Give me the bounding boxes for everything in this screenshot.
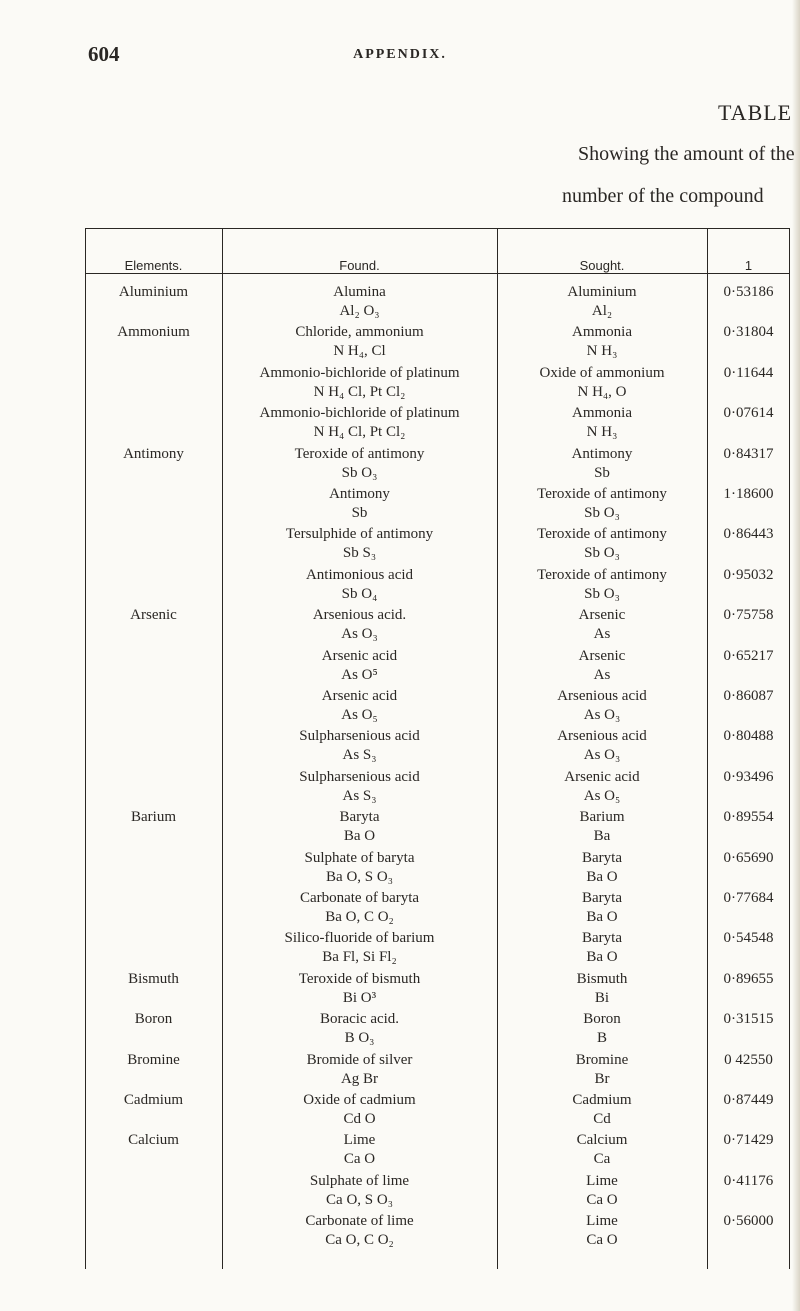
sought-formula-cell: N H₄, O	[577, 383, 627, 400]
table-row	[0, 1131, 800, 1171]
found-name-cell: Arsenic acid	[321, 688, 398, 704]
table-row	[0, 970, 800, 1010]
found-formula-cell: Ba O, C O₂	[325, 909, 394, 925]
table-caption-line-1: Showing the amount of the	[578, 143, 795, 165]
found-name-cell: Carbonate of baryta	[299, 890, 420, 906]
sought-name-cell: Arsenious acid	[557, 688, 647, 704]
sought-formula-cell: Sb	[594, 464, 610, 481]
sought-formula-cell: Al₂	[591, 303, 613, 319]
factor-cell: 0·89655	[723, 970, 774, 987]
factor-cell: 0·80488	[723, 728, 774, 745]
factor-cell: 0·07614	[723, 405, 774, 422]
table-row	[0, 364, 800, 404]
found-name-cell: Carbonate of lime	[305, 1213, 414, 1230]
factor-cell: 0·84317	[723, 445, 774, 462]
found-name-cell: Bromide of silver	[306, 1051, 413, 1068]
sought-name-cell: Arsenic acid	[564, 768, 640, 785]
table-row	[0, 808, 800, 848]
element-cell: Bismuth	[128, 970, 179, 987]
found-name-cell: Tersulphide of antimony	[285, 526, 434, 543]
factor-cell: 0·53186	[723, 284, 774, 300]
factor-cell: 0 42550	[724, 1051, 773, 1068]
found-formula-cell: Ba O, S O₃	[326, 868, 393, 885]
sought-name-cell: Cadmium	[572, 1092, 632, 1108]
sought-name-cell: Oxide of ammonium	[539, 364, 665, 381]
sought-formula-cell: Sb O₃	[584, 505, 620, 521]
found-formula-cell: Ca O, S O₃	[326, 1191, 393, 1208]
element-cell: Cadmium	[123, 1092, 184, 1108]
table-label: TABLE	[718, 100, 793, 125]
found-name-cell: Ammonio-bichloride of platinum	[259, 364, 460, 381]
element-cell: Aluminium	[118, 284, 189, 300]
sought-name-cell: Baryta	[582, 849, 622, 866]
factor-cell: 0·86087	[723, 688, 774, 704]
element-cell: Boron	[134, 1011, 173, 1028]
found-name-cell: Ammonio-bichloride of platinum	[259, 405, 460, 422]
found-name-cell: Sulpharsenious acid	[299, 728, 420, 745]
table-row	[0, 606, 800, 646]
found-formula-cell: As O₅	[341, 707, 378, 723]
factor-cell: 0·31515	[723, 1011, 774, 1028]
factor-cell: 0·54548	[723, 930, 774, 947]
sought-name-cell: Ammonia	[572, 324, 632, 341]
factor-cell: 0·93496	[723, 768, 774, 785]
sought-name-cell: Arsenic	[578, 647, 626, 664]
found-formula-cell: Sb	[351, 505, 368, 521]
sought-name-cell: Bromine	[575, 1051, 629, 1068]
sought-name-cell: Baryta	[582, 890, 622, 906]
found-formula-cell: Sb O₄	[341, 585, 378, 602]
sought-formula-cell: Ca	[593, 1151, 611, 1168]
header-elements: Elements.	[124, 258, 183, 273]
sought-name-cell: Lime	[586, 1213, 618, 1230]
found-name-cell: Chloride, ammonium	[295, 324, 424, 341]
found-name-cell: Antimony	[329, 486, 390, 502]
found-formula-cell: B O₃	[344, 1030, 375, 1047]
table-row	[0, 1212, 800, 1252]
factor-cell: 1·18600	[723, 486, 774, 502]
sought-name-cell: Calcium	[576, 1132, 628, 1149]
found-name-cell: Silico-fluoride of barium	[284, 930, 435, 947]
table-row	[0, 485, 800, 525]
sought-formula-cell: Ba	[593, 828, 611, 845]
element-cell: Barium	[131, 809, 176, 826]
sought-formula-cell: As O₃	[583, 707, 621, 723]
sought-formula-cell: As O₅	[583, 787, 621, 804]
sought-formula-cell: As	[593, 666, 611, 683]
sought-formula-cell: As	[593, 626, 611, 643]
found-name-cell: Teroxide of bismuth	[298, 970, 421, 987]
table-row	[0, 1051, 800, 1091]
sought-name-cell: Ammonia	[572, 405, 632, 422]
table-row	[0, 647, 800, 687]
table-row	[0, 889, 800, 929]
header-sought: Sought.	[579, 258, 625, 273]
table-row	[0, 525, 800, 565]
sought-formula-cell: Ca O	[586, 1232, 618, 1249]
found-formula-cell: As S₃	[342, 747, 377, 764]
sought-name-cell: Teroxide of antimony	[537, 566, 667, 583]
found-name-cell: Sulpharsenious acid	[299, 768, 420, 785]
sought-name-cell: Aluminium	[567, 284, 637, 300]
table-row	[0, 1010, 800, 1050]
table-caption-line-2: number of the compound	[562, 185, 764, 207]
factor-cell: 0·75758	[723, 607, 774, 624]
found-formula-cell: Sb S₃	[342, 545, 377, 562]
factor-cell: 0·86443	[723, 526, 774, 543]
found-formula-cell: Ba Fl, Si Fl₂	[322, 949, 397, 966]
element-cell: Antimony	[123, 445, 184, 462]
sought-formula-cell: Cd	[593, 1111, 611, 1127]
found-formula-cell: N H₄ Cl, Pt Cl₂	[313, 424, 406, 441]
found-formula-cell: N H₄, Cl	[333, 343, 386, 360]
found-name-cell: Sulphate of baryta	[304, 849, 415, 866]
table-row	[0, 1091, 800, 1131]
found-formula-cell: As S₃	[342, 787, 377, 804]
factor-cell: 0·87449	[723, 1092, 774, 1108]
running-title: APPENDIX.	[353, 47, 447, 62]
found-name-cell: Antimonious acid	[305, 566, 414, 583]
element-cell: Calcium	[128, 1132, 179, 1149]
sought-name-cell: Lime	[586, 1172, 618, 1189]
factor-cell: 0·77684	[723, 890, 774, 906]
found-formula-cell: Ba O	[343, 828, 376, 845]
sought-formula-cell: Bi	[594, 989, 610, 1006]
table-row	[0, 1172, 800, 1212]
header-factor: 1	[744, 258, 753, 273]
found-name-cell: Arsenious acid.	[312, 607, 407, 624]
found-formula-cell: Al₂ O₃	[339, 303, 380, 319]
sought-formula-cell: B	[596, 1030, 607, 1047]
factor-cell: 0·41176	[723, 1172, 774, 1189]
table-row	[0, 727, 800, 767]
element-cell: Bromine	[127, 1051, 180, 1068]
found-formula-cell: N H₄ Cl, Pt Cl₂	[313, 383, 406, 400]
sought-formula-cell: Ba O	[586, 868, 618, 885]
found-name-cell: Baryta	[339, 809, 380, 826]
found-formula-cell: As O⁵	[341, 666, 378, 683]
sought-name-cell: Bismuth	[576, 970, 628, 987]
factor-cell: 0·11644	[723, 364, 774, 381]
sought-name-cell: Arsenic	[578, 607, 626, 624]
factor-cell: 0·71429	[723, 1132, 774, 1149]
table-row	[0, 445, 800, 485]
sought-name-cell: Arsenious acid	[557, 728, 647, 745]
sought-name-cell: Teroxide of antimony	[537, 486, 667, 502]
sought-name-cell: Boron	[583, 1011, 621, 1028]
found-formula-cell: Ca O, C O₂	[325, 1232, 394, 1249]
sought-formula-cell: Sb O₃	[584, 545, 620, 562]
factor-cell: 0·31804	[723, 324, 774, 341]
element-cell: Arsenic	[130, 607, 177, 624]
found-formula-cell: Sb O₃	[341, 464, 378, 481]
sought-formula-cell: Ba O	[586, 949, 618, 966]
table-row	[0, 929, 800, 969]
sought-formula-cell: N H₃	[586, 343, 618, 360]
table-row	[0, 849, 800, 889]
found-formula-cell: Ca O	[343, 1151, 376, 1168]
table-row	[0, 566, 800, 606]
found-name-cell: Teroxide of antimony	[294, 445, 425, 462]
table-row	[0, 687, 800, 727]
sought-name-cell: Barium	[579, 809, 625, 826]
found-formula-cell: Bi O³	[342, 989, 377, 1006]
found-name-cell: Sulphate of lime	[309, 1172, 410, 1189]
header-found: Found.	[339, 258, 380, 273]
factor-cell: 0·65690	[723, 849, 774, 866]
sought-formula-cell: Br	[594, 1070, 610, 1087]
page-number: 604	[88, 42, 120, 66]
factor-cell: 0·89554	[723, 809, 774, 826]
sought-formula-cell: N H₃	[586, 424, 618, 441]
factor-cell: 0·56000	[723, 1213, 774, 1230]
sought-formula-cell: Ca O	[586, 1191, 618, 1208]
table-row	[0, 283, 800, 323]
table-row	[0, 323, 800, 363]
sought-formula-cell: Ba O	[586, 909, 618, 925]
found-name-cell: Lime	[343, 1132, 376, 1149]
table-row	[0, 768, 800, 808]
found-formula-cell: Ag Br	[340, 1070, 379, 1087]
found-name-cell: Arsenic acid	[321, 647, 398, 664]
table-row	[0, 404, 800, 444]
sought-name-cell: Teroxide of antimony	[537, 526, 667, 543]
found-name-cell: Oxide of cadmium	[303, 1092, 416, 1108]
table-header-rule	[85, 273, 790, 274]
sought-formula-cell: Sb O₃	[584, 585, 620, 602]
found-formula-cell: Cd O	[343, 1111, 376, 1127]
factor-cell: 0·95032	[723, 566, 774, 583]
found-name-cell: Alumina	[333, 284, 386, 300]
factor-cell: 0·65217	[723, 647, 774, 664]
element-cell: Ammonium	[117, 324, 190, 341]
sought-name-cell: Baryta	[582, 930, 622, 947]
found-formula-cell: As O₃	[341, 626, 378, 643]
table-top-rule	[85, 228, 790, 229]
sought-name-cell: Antimony	[571, 445, 633, 462]
sought-formula-cell: As O₃	[583, 747, 621, 764]
found-name-cell: Boracic acid.	[319, 1011, 400, 1028]
